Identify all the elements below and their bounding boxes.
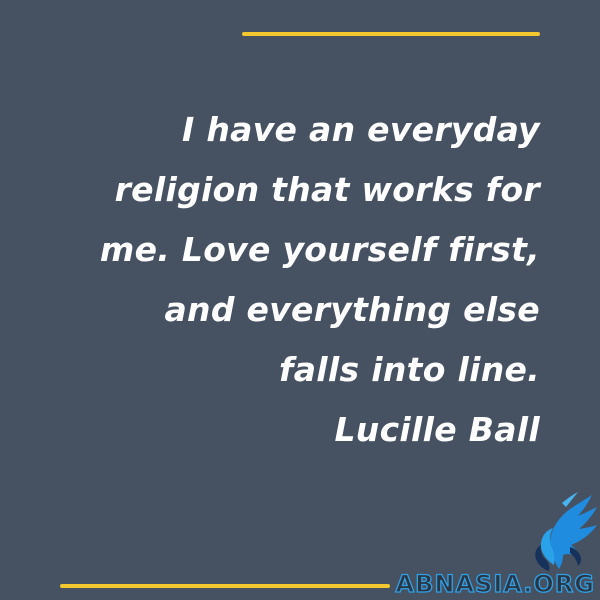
quote-line: me. Love yourself first, <box>99 230 540 269</box>
quote-line: religion that works for <box>114 170 540 209</box>
winged-lion-icon <box>518 485 600 575</box>
quote-line: I have an everyday <box>181 110 540 149</box>
quote-author: Lucille Ball <box>334 410 540 449</box>
top-accent-line <box>242 32 540 36</box>
site-watermark <box>390 485 600 600</box>
quote-line: and everything else <box>164 290 540 329</box>
quote-text <box>40 100 540 460</box>
quote-line: falls into line. <box>279 350 540 389</box>
bottom-accent-line <box>60 584 390 588</box>
watermark-text: ABNASIA.ORG <box>395 570 595 598</box>
